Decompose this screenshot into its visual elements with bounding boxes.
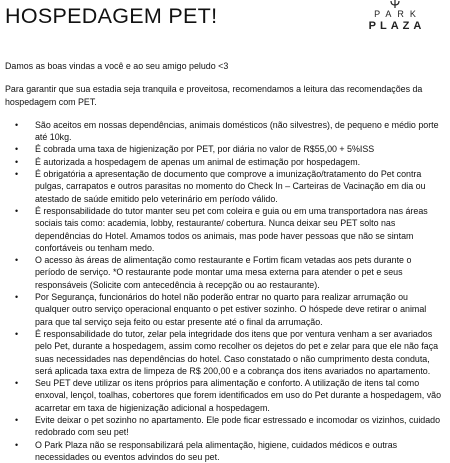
rule-text: Evite deixar o pet sozinho no apartamento. Ele pode ficar estressado e incomodar os vizinhos, cuidado redobrado com seu pet! xyxy=(35,415,441,438)
rule-item xyxy=(5,168,442,205)
rule-text: É responsabilidade do tutor manter seu pet com coleira e guia ou em uma transportadora nas áreas sociais tais como: academia, lobby, restaurante/ cobertura. Nunca deixar seu PET solto nas dependências do Hotel. Amamos todos os animais, mas pode haver pessoas que não se sintam confortáveis ou tenham medo. xyxy=(35,205,428,253)
logo-line-2: PLAZA xyxy=(368,20,426,32)
rule-text: É cobrada uma taxa de higienização por PET, por diária no valor de R$55,00 + 5%ISS xyxy=(35,144,375,155)
bullet-icon: • xyxy=(15,328,19,339)
rule-text: É autorizada a hospedagem de apenas um animal de estimação por hospedagem. xyxy=(35,156,361,167)
rule-text: São aceitos em nossas dependências, animais domésticos (não silvestres), de pequeno e médio porte até 10kg. xyxy=(35,119,439,143)
page-title: HOSPEDAGEM PET! xyxy=(5,4,218,28)
bullet-icon: • xyxy=(15,205,19,216)
bullet-icon: • xyxy=(15,378,19,389)
rules-list xyxy=(5,119,442,463)
rule-item xyxy=(5,156,442,168)
bullet-icon: • xyxy=(15,144,19,155)
bullet-icon: • xyxy=(15,169,19,180)
rule-item xyxy=(5,439,442,463)
bullet-icon: • xyxy=(15,255,19,266)
park-plaza-logo xyxy=(350,0,440,36)
rule-text: O acesso às áreas de alimentação como restaurante e Fortim ficam vetadas aos pets durante o período de serviço. *O restaurante pode montar uma mesa externa para atender o pet e seus responsáveis (Solicite com antecedência à recepção ou ao restaurante). xyxy=(35,255,412,290)
bullet-icon: • xyxy=(15,119,19,130)
rule-item xyxy=(5,143,442,155)
greeting-text: Damos as boas vindas a você e ao seu amigo peludo <3 xyxy=(5,61,229,71)
logo-mark-icon xyxy=(388,0,402,8)
rule-item xyxy=(5,377,442,414)
bullet-icon: • xyxy=(15,156,19,167)
bullet-icon: • xyxy=(15,292,19,303)
rule-text: É obrigatória a apresentação de documento que comprove a imunização/tratamento do Pet contra pulgas, carrapatos e outros parasitas no momento do Check In – Carteiras de Vacinação em dia ou atestado de saúde emitido pelo veterinário em período válido. xyxy=(35,169,426,204)
intro-text: Para garantir que sua estadia seja tranquila e proveitosa, recomendamos a leitura das recomendações da hospedagem com PET. xyxy=(5,84,423,107)
rule-text: O Park Plaza não se responsabilizará pela alimentação, higiene, cuidados médicos e outras necessidades ou eventos advindos do seu pet. xyxy=(35,439,398,462)
rule-text: Por Segurança, funcionários do hotel não poderão entrar no quarto para realizar arrumação ou qualquer outro serviço operacional enquanto o pet estiver sozinho. O hóspede deve retirar o animal para que tal serviço seja feito ou estar presente até o final da arrumação. xyxy=(35,292,427,327)
document-body xyxy=(5,60,442,463)
rule-item xyxy=(5,291,442,328)
bullet-icon: • xyxy=(15,415,19,426)
rule-item xyxy=(5,414,442,439)
rule-text: É responsabilidade do tutor, zelar pela integridade dos itens que por ventura venham a ser avariados pelo Pet, durante a hospedagem, assim como recolher os dejetos do pet e zelar para que ele não faça suas necessidades nas dependências do hotel. Caso constatado o não cumprimento desta conduta, será aplicada taxa extra de limpeza de R$ 200,00 e a cobrança dos itens avariados no apartamento. xyxy=(35,328,439,376)
logo-line-1: PARK xyxy=(374,9,422,19)
rule-item xyxy=(5,328,442,377)
rule-text: Seu PET deve utilizar os itens próprios para alimentação e conforto. A utilização de itens tal como enxoval, lençol, toalhas, cobertores que forem identificados em uso do Pet durante a hospedagem, vão acarretar em taxa de higienização adicional a hospedagem. xyxy=(35,378,442,413)
rule-item xyxy=(5,254,442,291)
rule-item xyxy=(5,119,442,144)
rule-item xyxy=(5,205,442,254)
bullet-icon: • xyxy=(15,439,19,450)
